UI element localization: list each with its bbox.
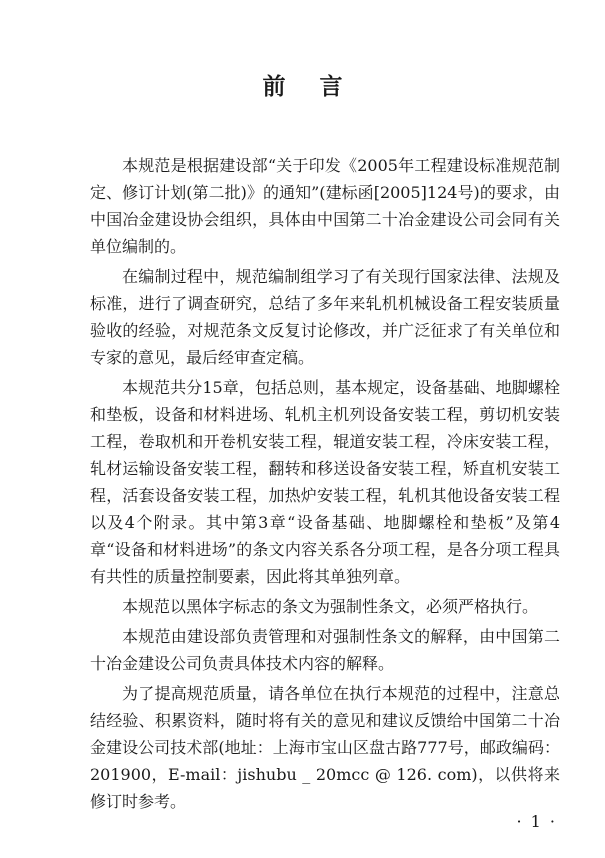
paragraph-management-responsibility: 本规范由建设部负责管理和对强制性条文的解释，由中国第二十冶金建设公司负责具体技术内容的解释。 xyxy=(90,627,560,673)
paragraph-compilation-basis: 本规范是根据建设部“关于印发《2005年工程建设标准规范制定、修订计划(第二批)》的通知”(建标函[2005]124号)的要求，由中国冶金建设协会组织，具体由中国第二十冶金建设公司会同有关单位编制的。 xyxy=(90,156,560,256)
paragraph-mandatory-provisions: 本规范以黑体字标志的条文为强制性条文，必须严格执行。 xyxy=(122,597,539,616)
paragraph-feedback-contact: 为了提高规范质量，请各单位在执行本规范的过程中，注意总结经验、积累资料，随时将有关的意见和建议反馈给中国第二十冶金建设公司技术部(地址：上海市宝山区盘古路777号，邮政编码：201900，E-mail：jishubu _ 20mcc @ 126. com)，以供将来修订时参考。 xyxy=(90,684,560,811)
paragraph-compilation-process: 在编制过程中，规范编制组学习了有关现行国家法律、法规及标准，进行了调查研究，总结了多年来轧机机械设备工程安装质量验收的经验，对规范条文反复讨论修改，并广泛征求了有关单位和专家的意见，最后经审查定稿。 xyxy=(90,267,560,367)
paragraph-chapter-overview: 本规范共分15章，包括总则，基本规定，设备基础、地脚螺栓和垫板，设备和材料进场、轧机主机列设备安装工程，剪切机安装工程，卷取机和开卷机安装工程，辊道安装工程，冷床安装工程，轧材运输设备安装工程，翻转和移送设备安装工程，矫直机安装工程，活套设备安装工程，加热炉安装工程，轧机其他设备安装工程以及4个附录。其中第3章“设备基础、地脚螺栓和垫板”及第4章“设备和材料进场”的条文内容关系各分项工程，是各分项工程具有共性的质量控制要素，因此将其单独列章。 xyxy=(90,378,560,586)
page-title: 前言 xyxy=(262,74,377,100)
page-number: · 1 · xyxy=(516,812,557,831)
preface-body xyxy=(90,152,560,815)
